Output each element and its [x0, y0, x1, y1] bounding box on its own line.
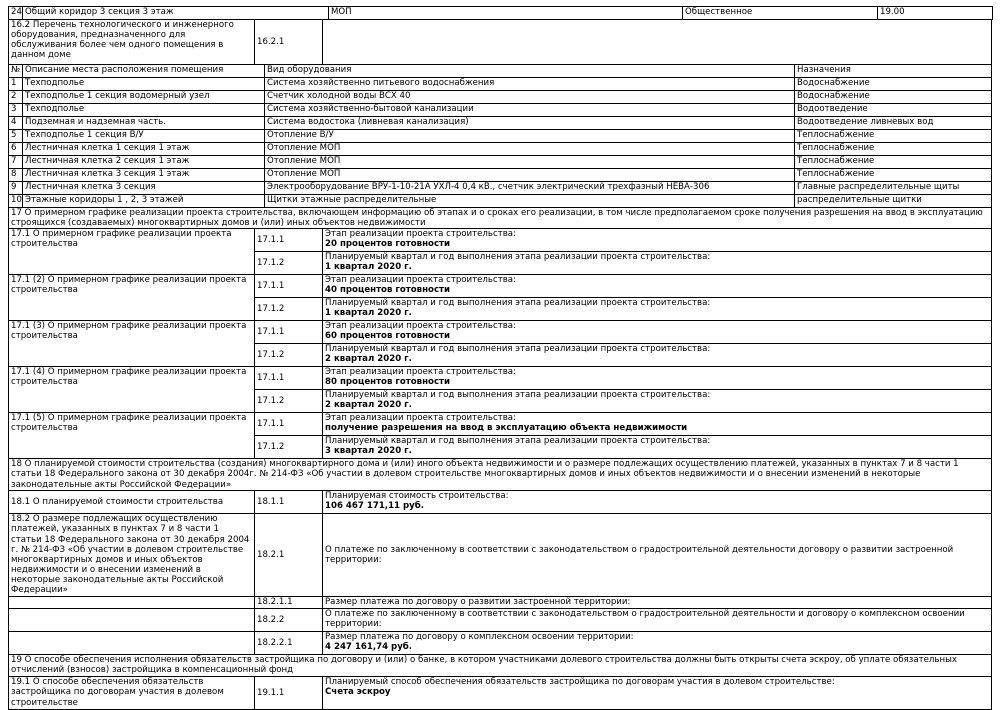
table-row: 7 Лестничная клетка 2 секция 1 этаж Отопление МОП Теплоснабжение [9, 156, 992, 169]
equipment-header [9, 65, 992, 78]
premises-area: 19.00 [878, 7, 993, 20]
premises-row-table [8, 6, 993, 20]
col-header-kind: Вид оборудования [265, 65, 795, 78]
section-16-2 [8, 19, 992, 65]
quarter-value: 1 квартал 2020 г. [325, 308, 412, 319]
stage-value: получение разрешения на ввод в эксплуатацию объекта недвижимости [325, 423, 688, 434]
construction-cost: 106 467 171,11 руб. [325, 501, 425, 512]
col-header-num: № [9, 65, 23, 78]
equipment-table [8, 64, 992, 208]
table-row: 9 Лестничная клетка 3 секция Электрооборудование ВРУ-1-10-21А УХЛ-4 0,4 кВ., счетчик электрический трехфазный НЕВА-306 Главные распределительные щиты [9, 182, 992, 195]
schedule-label: 17.1 (5) О примерном графике реализации проекта строительства [9, 413, 255, 459]
table-row: 2 Техподполье 1 секция водомерный узел Счетчик холодной воды ВСХ 40 Водоснабжение [9, 91, 992, 104]
schedule-stage-row: 17.1 О примерном графике реализации проекта строительства 17.1.1 Этап реализации проекта строительства: 20 процентов готовности [9, 229, 992, 252]
escrow-value: Счета эскроу [325, 687, 391, 698]
schedule-quarter-row: 17.1.2 Планируемый квартал и год выполнения этапа реализации проекта строительства: 2 квартал 2020 г. [9, 344, 992, 367]
section-19-title: 19 О способе обеспечения исполнения обязательств застройщика по договору и (или) о банке, в котором участниками долевого строительства должны быть открыты счета эскроу, об уплате обязательных отчислений (взносов) застройщика в компенсационный фонд [9, 655, 992, 677]
stage-value: 80 процентов готовности [325, 377, 451, 388]
table-row: 10 Этажные коридоры 1 , 2, 3 этажей Щитки этажные распределительные распределительные щитки [9, 195, 992, 208]
schedule-quarter-row: 17.1.2 Планируемый квартал и год выполнения этапа реализации проекта строительства: 3 квартал 2020 г. [9, 436, 992, 459]
schedule-label: 17.1 О примерном графике реализации проекта строительства [9, 229, 255, 275]
schedule-stage-row: 17.1 (4) О примерном графике реализации проекта строительства 17.1.1 Этап реализации проекта строительства: 80 процентов готовности [9, 367, 992, 390]
payments-label: 18.2 О размере подлежащих осуществлению платежей, указанных в пунктах 7 и 8 части 1 статьи 18 Федерального закона от 30 декабря 2004 г. № 214-ФЗ «Об участии в долевом строительстве многоквартирных домов и иных объектов недвижимости и о внесении изменений в некоторые законодательные акты Российской Федерации» [9, 514, 255, 597]
schedule-stage-row: 17.1 (3) О примерном графике реализации проекта строительства 17.1.1 Этап реализации проекта строительства: 60 процентов готовности [9, 321, 992, 344]
premises-name: Общий коридор 3 секция 3 этаж [23, 7, 329, 20]
stage-value: 20 процентов готовности [325, 239, 451, 250]
table-row: 8 Лестничная клетка 3 секция 1 этаж Отопление МОП Теплоснабжение [9, 169, 992, 182]
schedule-stage-row: 17.1 (2) О примерном графике реализации проекта строительства 17.1.1 Этап реализации проекта строительства: 40 процентов готовности [9, 275, 992, 298]
premises-num: 24 [9, 7, 23, 20]
schedule-stage-row: 17.1 (5) О примерном графике реализации проекта строительства 17.1.1 Этап реализации проекта строительства: получение разрешения на ввод в эксплуатацию объекта недвижимости [9, 413, 992, 436]
stage-value: 60 процентов готовности [325, 331, 451, 342]
schedule-quarter-row: 17.1.2 Планируемый квартал и год выполнения этапа реализации проекта строительства: 2 квартал 2020 г. [9, 390, 992, 413]
document-page [8, 6, 992, 710]
quarter-value: 2 квартал 2020 г. [325, 400, 412, 411]
schedule-label: 17.1 (4) О примерном графике реализации проекта строительства [9, 367, 255, 413]
col-header-place: Описание места расположения помещения [23, 65, 265, 78]
stage-value: 40 процентов готовности [325, 285, 451, 296]
schedule-label: 17.1 (3) О примерном графике реализации проекта строительства [9, 321, 255, 367]
premises-row [9, 7, 993, 20]
section-16-2-title: 16.2 Перечень технологического и инженерного оборудования, предназначенного для обслуживания более чем одного помещения в данном доме [9, 20, 255, 65]
table-row: 3 Техподполье Система хозяйственно-бытовой канализации Водоотведение [9, 104, 992, 117]
quarter-value: 3 квартал 2020 г. [325, 446, 412, 457]
sections-table: 17 О примерном графике реализации проекта строительства, включающем информацию об этапах и о сроках его реализации, в том числе предполагаемом сроке получения разрешения на ввод в эксплуатацию строящихся (создаваемых) многоквартирных домов и (или) иных объектов недвижимости 17.1 О примерном графике реализации проекта строительства 17.1.1 Этап реализации проекта строительства: 20 процентов готовности 17.1.2 Планируемый квартал и год выполнения этапа реализации проекта строительства: 1 квартал 2020 г. 17.1 (2) О примерном графике реализации проекта строительства 17.1.1 Этап реализации проекта строительства: 40 процентов готовности 17.1.2 Планируемый квартал и год выполнения этапа реализации проекта строительства: 1 квартал 2020 г. 17.1 (3) О примерном графике реализации проекта строительства 17.1.1 Этап реализации проекта строительства: 60 процентов готовности 17.1.2 Планируемый квартал и год выполнения этапа реализации проекта строительства: 2 квартал 2020 г. 17.1 (4) О примерном графике реализации проекта строительства 17.1.1 Этап реализации проекта строительства: 80 процентов готовности 17.1.2 Планируемый квартал и год выполнения этапа реализации проекта строительства: 2 квартал 2020 г. 17.1 (5) О примерном графике реализации проекта строительства 17.1.1 Этап реализации проекта строительства: получение разрешения на ввод в эксплуатацию объекта недвижимости 17.1.2 Планируемый квартал и год выполнения этапа реализации проекта строительства: 3 квартал 2020 г. 18 О планируемой стоимости строительства (создания) многоквартирного дома и (или) иного объекта недвижимости и о размере подлежащих осуществлению платежей, указанных в пунктах 7 и 8 части 1 статьи 18 Федерального закона от 30 декабря 2004г. № 214-ФЗ «Об участии в долевом строительстве многоквартирных домов и иных объектов недвижимости и о внесении изменений в некоторые законодательные акты Российской Федерации» 18.1 О планируемой стоимости строительства 18.1.1 Планируемая стоимость строительства: 106 467 171,11 руб. 18.2 О размере подлежащих осуществлению платежей, указанных в пунктах 7 и 8 части 1 статьи 18 Федерального закона от 30 декабря 2004 г. № 214-ФЗ «Об участии в долевом строительстве многоквартирных домов и иных объектов недвижимости и о внесении изменений в некоторые законодательные акты Российской Федерации» 18.2.1 О платеже по заключенному в соответствии с законодательством о градостроительной деятельности договору о развитии застроенной территории: 18.2.1.1 Размер платежа по договору о развитии застроенной территории: 18.2.2 О платеже по заключенному в соответствии с законодательством о градостроительной деятельности и договору о комплексном освоении территории: 18.2.2.1 Размер платежа по договору о комплексном освоении территории: 4 247 161,74 руб. 19 О способе обеспечения исполнения обязательств застройщика по договору и (или) о банке, в котором участниками долевого строительства должны быть открыты счета эскроу, об уплате обязательных отчислений (взносов) застройщика в компенсационный фонд 19.1 О способе обеспечения обязательств застройщика по договорам участия в долевом строительстве 19.1.1 Планируемый способ обеспечения обязательств застройщика по договорам участия в долевом строительстве: Счета эскроу [8, 207, 992, 710]
section-18-title: 18 О планируемой стоимости строительства (создания) многоквартирного дома и (или) иного объекта недвижимости и о размере подлежащих осуществлению платежей, указанных в пунктах 7 и 8 части 1 статьи 18 Федерального закона от 30 декабря 2004г. № 214-ФЗ «Об участии в долевом строительстве многоквартирных домов и иных объектов недвижимости и о внесении изменений в некоторые законодательные акты Российской Федерации» [9, 459, 992, 491]
quarter-value: 1 квартал 2020 г. [325, 262, 412, 273]
premises-purpose: МОП [329, 7, 683, 20]
quarter-value: 2 квартал 2020 г. [325, 354, 412, 365]
cost-label: 18.1 О планируемой стоимости строительства [9, 491, 255, 514]
escrow-label: 19.1 О способе обеспечения обязательств застройщика по договорам участия в долевом строительстве [9, 677, 255, 710]
section-17-title: 17 О примерном графике реализации проекта строительства, включающем информацию об этапах и о сроках его реализации, в том числе предполагаемом сроке получения разрешения на ввод в эксплуатацию строящихся (создаваемых) многоквартирных домов и (или) иных объектов недвижимости [9, 208, 992, 229]
schedule-label: 17.1 (2) О примерном графике реализации проекта строительства [9, 275, 255, 321]
schedule-quarter-row: 17.1.2 Планируемый квартал и год выполнения этапа реализации проекта строительства: 1 квартал 2020 г. [9, 298, 992, 321]
premises-type: Общественное [683, 7, 878, 20]
table-row: 1 Техподполье Система хозяйственно питьевого водоснабжения Водоснабжение [9, 78, 992, 91]
col-header-purpose: Назначения [795, 65, 992, 78]
table-row: 5 Техподполье 1 секция В/У Отопление В/У Теплоснабжение [9, 130, 992, 143]
complex-development-payment: 4 247 161,74 руб. [325, 642, 413, 653]
table-row: 4 Подземная и надземная часть. Система водостока (ливневая канализация) Водоотведение ливневых вод [9, 117, 992, 130]
table-row: 6 Лестничная клетка 1 секция 1 этаж Отопление МОП Теплоснабжение [9, 143, 992, 156]
section-16-2-code: 16.2.1 [255, 20, 323, 65]
schedule-quarter-row: 17.1.2 Планируемый квартал и год выполнения этапа реализации проекта строительства: 1 квартал 2020 г. [9, 252, 992, 275]
